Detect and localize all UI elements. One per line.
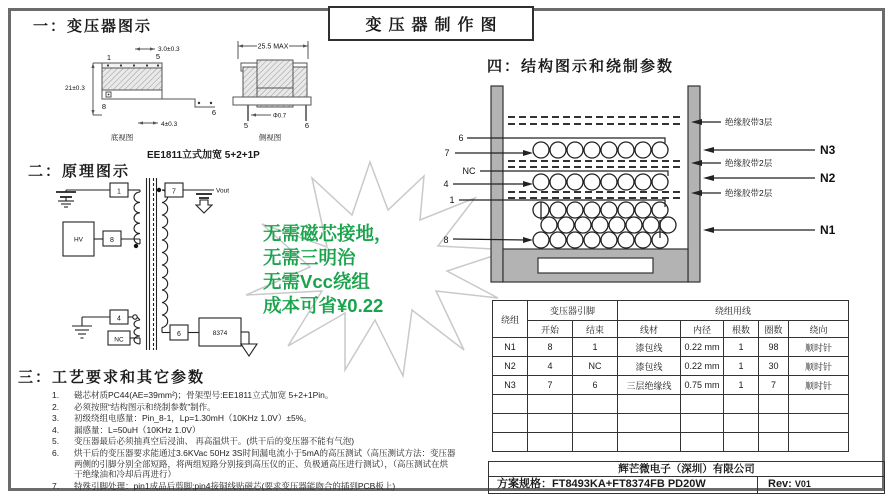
dim-label: Φ0.7 xyxy=(273,113,287,120)
pin-label: 8 xyxy=(101,102,107,111)
pin-label: 4 xyxy=(117,315,121,323)
page-title-text: 变压器制作图 xyxy=(365,17,504,34)
col-header-diameter: 内径 xyxy=(681,321,724,338)
section3-heading: 三：工艺要求和其它参数 xyxy=(18,369,206,386)
section4-heading: 四：结构图示和绕制参数 xyxy=(487,58,675,75)
table-subheader-row xyxy=(493,321,849,338)
transformer-views-drawing xyxy=(45,33,375,158)
callout-line: 无需磁芯接地， xyxy=(263,223,393,244)
col-header-start: 开始 xyxy=(528,321,573,338)
winding-table xyxy=(492,300,849,452)
winding-label: N1 xyxy=(820,223,836,237)
tape-label: 绝缘胶带2层 xyxy=(725,188,773,198)
pin-label: 7 xyxy=(444,148,450,158)
dim-label: 21±0.3 xyxy=(65,85,85,92)
pin-label: 6 xyxy=(211,108,217,117)
bobbin-type-label: EE1811立式加宽 5+2+1P xyxy=(147,150,260,161)
pin-label: 6 xyxy=(304,121,310,130)
pin-label: 8 xyxy=(443,235,449,245)
col-header-end: 结束 xyxy=(573,321,618,338)
callout-text xyxy=(263,222,393,318)
col-header-pins-group: 变压器引脚 xyxy=(528,301,618,321)
hv-box-label: HV xyxy=(73,236,84,244)
col-header-turns: 圈数 xyxy=(759,321,789,338)
table-row xyxy=(493,433,849,452)
list-item: 3. 初级绕组电感量：Pin_8-1，Lp=1.30mH（10KHz 1.0V）±5%。 xyxy=(52,413,312,424)
tape-label: 绝缘胶带2层 xyxy=(725,158,773,168)
dim-label: 3.0±0.3 xyxy=(158,46,180,53)
winding-label: N2 xyxy=(820,171,836,185)
col-header-strands: 根数 xyxy=(724,321,759,338)
pin-label: 4 xyxy=(443,179,449,189)
col-header-wire-group: 绕组用线 xyxy=(618,301,849,321)
pin-label: 1 xyxy=(106,53,112,62)
list-item: 2. 必须按照“结构图示和绕制参数”制作。 xyxy=(52,401,216,412)
table-header-row xyxy=(493,301,849,321)
table-row: N2 4 NC 漆包线 0.22 mm 1 30 顺时针 xyxy=(493,357,849,376)
col-header-winding: 绕组 xyxy=(493,301,528,338)
pin-label: 6 xyxy=(177,331,181,338)
side-view-caption: 侧视图 xyxy=(258,133,282,142)
pin-label: 5 xyxy=(155,52,161,61)
spec-label: 方案规格： xyxy=(497,478,552,490)
spec-value: FT8493KA+FT8374FB PD20W xyxy=(552,478,706,490)
winding-label: N3 xyxy=(820,143,836,157)
section2-heading: 二：原理图示 xyxy=(28,163,131,180)
table-row xyxy=(493,395,849,414)
dim-label: 4±0.3 xyxy=(161,121,178,128)
section1-heading: 一：变压器图示 xyxy=(33,18,153,35)
rev-field xyxy=(758,477,884,493)
page-title xyxy=(328,6,534,41)
vout-label: Vout xyxy=(216,187,230,195)
right-leaders xyxy=(691,119,815,233)
table-row: N1 8 1 漆包线 0.22 mm 1 98 顺时针 xyxy=(493,338,849,357)
pin-label: 8 xyxy=(110,237,114,244)
rev-value: V01 xyxy=(794,479,811,489)
callout-line: 无需三明治 xyxy=(263,247,356,268)
rev-label: Rev: xyxy=(768,478,792,490)
ic-box-label: 8374 xyxy=(212,330,228,337)
table-row: N3 7 6 三层绝缘线 0.75 mm 1 7 顺时针 xyxy=(493,376,849,395)
pin-label: NC xyxy=(114,336,124,344)
spec-row xyxy=(488,476,885,494)
pin-label: NC xyxy=(462,166,476,176)
winding-structure-diagram xyxy=(425,72,893,287)
spec-field xyxy=(489,477,758,493)
dim-label: 25.5 MAX xyxy=(257,43,289,51)
col-header-material: 线材 xyxy=(618,321,681,338)
list-item: 4. 漏感量：L=50uH（10KHz 1.0V） xyxy=(52,424,201,435)
callout-line: 无需Vcc绕组 xyxy=(263,271,370,292)
title-block xyxy=(488,461,885,494)
pin-label: 5 xyxy=(243,121,249,130)
pin-label: 1 xyxy=(449,195,455,205)
list-item: 6. 烘干后的变压器要求能通过3.6KVac 50Hz 3S时间漏电流小于5mA的高压测试（高压测试方法：变压器两侧的引脚分别全部短路，将两组短路分别接到高压仪的正、负极通高压进行测试），（高压测试在烘干绝缘油和冷却后再进行） xyxy=(52,447,456,480)
callout-line: 成本可省¥0.22 xyxy=(263,295,384,316)
tape-label: 绝缘胶带3层 xyxy=(725,117,773,127)
pin-label: 7 xyxy=(172,188,176,196)
process-notes-list xyxy=(52,390,456,492)
company-name: 辉芒微电子（深圳）有限公司 xyxy=(488,461,885,476)
bottom-view-caption: 底视图 xyxy=(110,133,134,142)
winding-turns xyxy=(533,142,676,248)
pin-label: 6 xyxy=(458,133,464,143)
list-item: 7. 特殊引脚处理：pin1成品后剪脚;pin4接铜线贴磁芯(要求变压器能吻合的插到PCB板上) xyxy=(52,480,396,491)
pin-label: 1 xyxy=(117,188,121,196)
col-header-direction: 绕向 xyxy=(789,321,849,338)
list-item: 1. 磁芯材质PC44(AE=39mm²)；骨架型号:EE1811立式加宽 5+2+1Pin。 xyxy=(52,390,334,400)
list-item: 5. 变压器最后必须抽真空后浸油、 再高温烘干。(烘干后的变压器不能有气泡) xyxy=(52,436,355,447)
table-row xyxy=(493,414,849,433)
side-view xyxy=(233,41,311,121)
